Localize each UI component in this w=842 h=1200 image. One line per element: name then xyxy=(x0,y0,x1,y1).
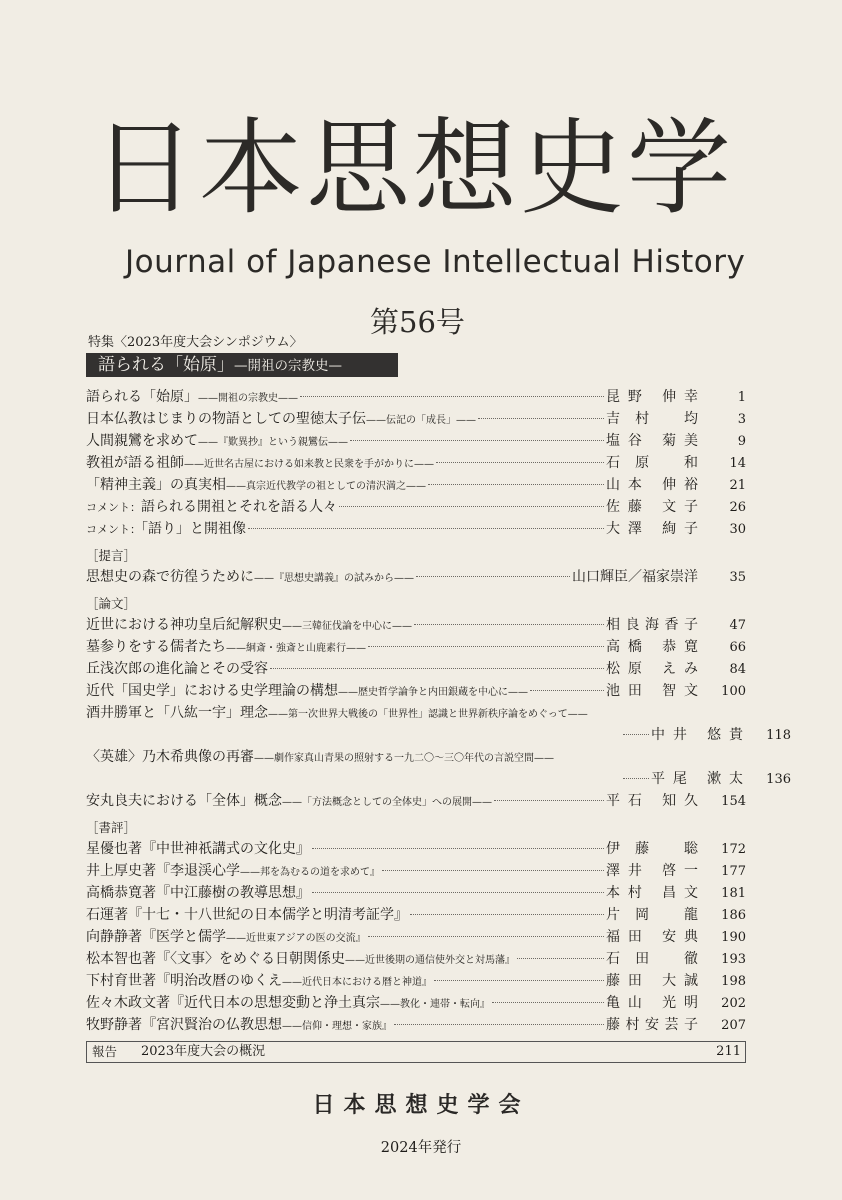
publication-year: 2024年発行 xyxy=(380,1140,462,1156)
entry-main-title: 近代「国史学」における史学理論の構想 xyxy=(86,683,338,699)
entry-page: 30 xyxy=(729,522,746,537)
feature-label: 特集〈2023年度大会シンポジウム〉 xyxy=(88,335,303,350)
entry-subtitle: ——第一次世界大戦後の「世界性」認識と世界新秩序論をめぐって—— xyxy=(268,709,588,720)
entry-page: 172 xyxy=(721,842,746,857)
entry-main-title: 丘浅次郎の進化論とその受容 xyxy=(86,661,268,677)
entry-title xyxy=(86,746,554,766)
leader-dots xyxy=(382,870,604,871)
issue-number: 第56号 xyxy=(370,305,465,339)
entry-author: 澤井 啓一 xyxy=(606,863,698,879)
entry-page: 177 xyxy=(721,864,746,879)
toc-entry xyxy=(86,970,746,992)
report-page: 211 xyxy=(716,1044,741,1059)
entry-page: 66 xyxy=(729,640,746,655)
entry-subtitle: ——劇作家真山青果の照射する一九二〇～三〇年代の言説空間—— xyxy=(254,753,554,764)
entry-main-title: 「語り」と開祖像 xyxy=(141,521,246,537)
entry-subtitle: ——教化・連帯・転向』 xyxy=(380,999,490,1010)
entry-author: 片岡 龍 xyxy=(606,907,698,923)
toc-entry xyxy=(86,1014,746,1036)
review-list xyxy=(86,838,746,1036)
leader-dots xyxy=(312,848,604,849)
entry-author: 高橋 恭寛 xyxy=(606,639,698,655)
article-list xyxy=(86,614,791,812)
toc-entry xyxy=(86,566,746,588)
entry-prefix: コメント： xyxy=(86,523,141,536)
entry-subtitle: ——「方法概念としての全体史」への展開—— xyxy=(282,797,492,808)
entry-author: 吉村 均 xyxy=(606,411,698,427)
entry-subtitle: ——三韓征伐論を中心に—— xyxy=(282,621,412,632)
entry-title xyxy=(86,1014,392,1034)
toc-entry xyxy=(86,614,746,636)
entry-title xyxy=(86,566,414,586)
entry-author: 佐藤 文子 xyxy=(606,499,698,515)
entry-page: 84 xyxy=(729,662,746,677)
entry-title xyxy=(86,496,337,516)
toc-entry xyxy=(86,926,746,948)
entry-subtitle: ——近世東アジアの医の交流』 xyxy=(226,933,366,944)
toc-entry xyxy=(86,702,746,724)
entry-author: 福田 安典 xyxy=(606,929,698,945)
entry-main-title: 墓参りをする儒者たち xyxy=(86,639,226,655)
entry-title xyxy=(86,636,366,656)
entry-title xyxy=(86,430,348,450)
entry-title xyxy=(86,386,298,406)
entry-author: 藤村安芸子 xyxy=(606,1017,698,1033)
entry-title xyxy=(86,790,492,810)
entry-main-title: 近世における神功皇后紀解釈史 xyxy=(86,617,282,633)
entry-author: 石田 徹 xyxy=(606,951,698,967)
entry-title xyxy=(86,658,268,678)
entry-title xyxy=(86,948,515,968)
entry-page: 118 xyxy=(766,728,791,743)
entry-page: 1 xyxy=(737,390,746,405)
entry-title xyxy=(86,882,310,902)
entry-main-title: 安丸良夫における「全体」概念 xyxy=(86,793,282,809)
entry-subtitle: ——開祖の宗教史—— xyxy=(198,393,298,404)
leader-dots xyxy=(339,506,604,507)
entry-title xyxy=(86,970,432,990)
entry-author: 相良海香子 xyxy=(606,617,698,633)
entry-author: 藤田 大誠 xyxy=(606,973,698,989)
entry-author: 大澤 絢子 xyxy=(606,521,698,537)
feature-banner-title: 語られる「始原」 xyxy=(98,355,234,375)
report-entry xyxy=(86,1041,746,1063)
entry-title xyxy=(86,452,434,472)
leader-dots xyxy=(416,576,570,577)
toc-entry xyxy=(86,948,746,970)
entry-subtitle: ——邦を為むるの道を求めて』 xyxy=(240,867,380,878)
leader-dots xyxy=(414,624,604,625)
report-label: 報告 xyxy=(92,1044,118,1059)
leader-dots xyxy=(350,440,604,441)
entry-subtitle: ——絅斎・強斎と山鹿素行—— xyxy=(226,643,366,654)
entry-page: 186 xyxy=(721,908,746,923)
leader-dots xyxy=(410,914,604,915)
entry-subtitle: ——近世後期の通信使外交と対馬藩』 xyxy=(345,955,515,966)
entry-main-title: 向静静著『医学と儒学 xyxy=(86,929,226,945)
entry-main-title: 語られる開祖とそれを語る人々 xyxy=(141,499,337,515)
table-of-contents xyxy=(86,386,791,1036)
entry-author: 平石 知久 xyxy=(606,793,698,809)
toc-entry xyxy=(86,790,746,812)
leader-dots xyxy=(394,1024,604,1025)
toc-entry-continuation xyxy=(86,768,791,790)
entry-author: 松原 えみ xyxy=(606,661,698,677)
entry-title xyxy=(86,702,588,722)
entry-main-title: 星優也著『中世神祇講式の文化史』 xyxy=(86,841,310,857)
toc-entry xyxy=(86,992,746,1014)
entry-author: 山本 伸裕 xyxy=(606,477,698,493)
section-heading-proposal: ［提言］ xyxy=(86,548,137,563)
entry-title xyxy=(86,926,366,946)
toc-entry xyxy=(86,838,746,860)
entry-main-title: 人間親鸞を求めて xyxy=(86,433,198,449)
toc-entry xyxy=(86,904,746,926)
entry-subtitle: ——『思想史講義』の試みから—— xyxy=(254,573,414,584)
toc-entry xyxy=(86,882,746,904)
entry-page: 193 xyxy=(721,952,746,967)
entry-page: 198 xyxy=(721,974,746,989)
toc-entry xyxy=(86,408,746,430)
leader-dots xyxy=(494,800,604,801)
entry-page: 21 xyxy=(729,478,746,493)
entry-title xyxy=(86,408,476,428)
entry-subtitle: ——伝記の「成長」—— xyxy=(366,415,476,426)
entry-author: 亀山 光明 xyxy=(606,995,698,1011)
feature-banner-subtitle: —開祖の宗教史— xyxy=(234,358,342,374)
entry-main-title: 日本仏教はじまりの物語としての聖徳太子伝 xyxy=(86,411,366,427)
report-title: 2023年度大会の概況 xyxy=(141,1044,266,1059)
entry-main-title: 下村育世著『明治改暦のゆくえ xyxy=(86,973,282,989)
toc-entry xyxy=(86,518,746,540)
entry-main-title: 〈英雄〉乃木希典像の再審 xyxy=(86,749,254,765)
entry-main-title: 思想史の森で彷徨うために xyxy=(86,569,254,585)
leader-dots xyxy=(368,936,604,937)
entry-page: 47 xyxy=(729,618,746,633)
entry-subtitle: ——近代日本における暦と神道』 xyxy=(282,977,432,988)
entry-title xyxy=(86,518,246,538)
leader-dots xyxy=(623,734,649,735)
leader-dots xyxy=(428,484,604,485)
entry-author: 山口輝臣／福家崇洋 xyxy=(572,569,698,585)
entry-main-title: 石運著『十七・十八世紀の日本儒学と明清考証学』 xyxy=(86,907,408,923)
publisher-name: 日本思想史学会 xyxy=(312,1093,530,1118)
entry-page: 3 xyxy=(737,412,746,427)
entry-page: 26 xyxy=(729,500,746,515)
entry-author: 池田 智文 xyxy=(606,683,698,699)
toc-entry xyxy=(86,746,746,768)
entry-author: 中井 悠貴 xyxy=(651,727,743,743)
entry-prefix: コメント： xyxy=(86,501,141,514)
entry-main-title: 松本智也著『〈文事〉をめぐる日朝関係史 xyxy=(86,951,345,967)
entry-author: 伊藤 聡 xyxy=(606,841,698,857)
entry-title xyxy=(86,838,310,858)
entry-main-title: 井上厚史著『李退渓心学 xyxy=(86,863,240,879)
entry-main-title: 佐々木政文著『近代日本の思想変動と浄土真宗 xyxy=(86,995,380,1011)
entry-page: 136 xyxy=(766,772,791,787)
entry-title xyxy=(86,860,380,880)
entry-title xyxy=(86,614,412,634)
leader-dots xyxy=(517,958,604,959)
entry-page: 181 xyxy=(721,886,746,901)
entry-main-title: 高橋恭寛著『中江藤樹の教導思想』 xyxy=(86,885,310,901)
entry-main-title: 牧野静著『宮沢賢治の仏教思想 xyxy=(86,1017,282,1033)
toc-entry xyxy=(86,860,746,882)
leader-dots xyxy=(368,646,604,647)
section-heading-reviews: ［書評］ xyxy=(86,820,137,835)
toc-entry xyxy=(86,452,746,474)
proposal-list xyxy=(86,566,746,588)
leader-dots xyxy=(434,980,604,981)
toc-entry xyxy=(86,636,746,658)
journal-title-japanese: 日本思想史学 xyxy=(92,107,735,229)
entry-author: 石原 和 xyxy=(606,455,698,471)
entry-main-title: 酒井勝軍と「八紘一宇」理念 xyxy=(86,705,268,721)
entry-main-title: 教祖が語る祖師 xyxy=(86,455,184,471)
entry-subtitle: ——『歎異抄』という親鸞伝—— xyxy=(198,437,348,448)
entry-page: 100 xyxy=(721,684,746,699)
section-heading-articles: ［論文］ xyxy=(86,596,137,611)
toc-entry xyxy=(86,386,746,408)
feature-article-list xyxy=(86,386,746,540)
toc-entry xyxy=(86,474,746,496)
entry-subtitle: ——真宗近代教学の祖としての清沢満之—— xyxy=(226,481,426,492)
entry-title xyxy=(86,904,408,924)
leader-dots xyxy=(530,690,604,691)
entry-subtitle: ——歴史哲学論争と内田銀蔵を中心に—— xyxy=(338,687,528,698)
entry-subtitle: ——信仰・理想・家族』 xyxy=(282,1021,392,1032)
leader-dots xyxy=(436,462,604,463)
toc-entry xyxy=(86,680,746,702)
leader-dots xyxy=(623,778,649,779)
entry-page: 14 xyxy=(729,456,746,471)
toc-entry-continuation xyxy=(86,724,791,746)
entry-page: 202 xyxy=(721,996,746,1011)
leader-dots xyxy=(478,418,604,419)
entry-author: 昆野 伸幸 xyxy=(606,389,698,405)
entry-author: 本村 昌文 xyxy=(606,885,698,901)
leader-dots xyxy=(300,396,604,397)
toc-entry xyxy=(86,658,746,680)
entry-title xyxy=(86,680,528,700)
entry-page: 207 xyxy=(721,1018,746,1033)
toc-entry xyxy=(86,430,746,452)
entry-page: 190 xyxy=(721,930,746,945)
entry-title xyxy=(86,992,490,1012)
entry-page: 35 xyxy=(729,570,746,585)
toc-entry xyxy=(86,496,746,518)
entry-author: 平尾 漱太 xyxy=(651,771,743,787)
leader-dots xyxy=(270,668,604,669)
leader-dots xyxy=(492,1002,604,1003)
entry-author: 塩谷 菊美 xyxy=(606,433,698,449)
entry-title xyxy=(86,474,426,494)
entry-page: 154 xyxy=(721,794,746,809)
entry-page: 9 xyxy=(737,434,746,449)
leader-dots xyxy=(312,892,604,893)
entry-main-title: 語られる「始原」 xyxy=(86,389,198,405)
journal-title-english: Journal of Japanese Intellectual History xyxy=(125,244,746,280)
leader-dots xyxy=(248,528,604,529)
feature-banner xyxy=(86,353,398,377)
entry-subtitle: ——近世名古屋における如来教と民衆を手がかりに—— xyxy=(184,459,434,470)
entry-main-title: 「精神主義」の真実相 xyxy=(86,477,226,493)
